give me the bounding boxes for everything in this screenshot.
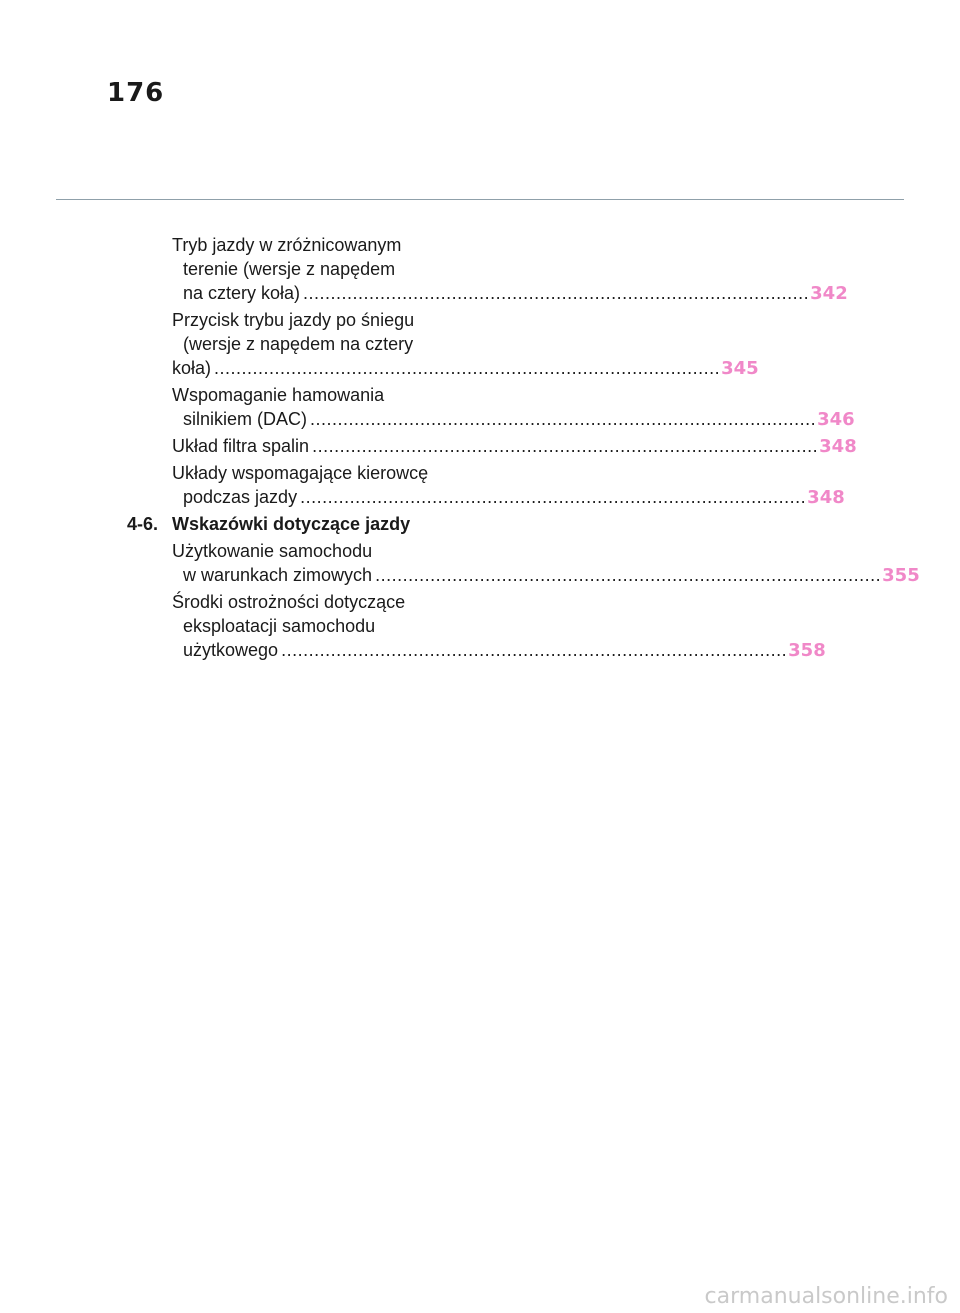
- dot-leader: ............................................................................................: [375, 565, 882, 585]
- toc-entry-text: na cztery koła): [183, 283, 301, 303]
- toc-page-link[interactable]: 346: [817, 409, 855, 430]
- toc-entry-line: Użytkowanie samochodu: [172, 541, 373, 561]
- toc-section-heading[interactable]: [127, 512, 457, 536]
- toc-page-link[interactable]: 355: [882, 565, 920, 586]
- toc-entry-last-line: [172, 407, 855, 432]
- toc-entry-last-line: [172, 281, 848, 306]
- toc-entry-line: Przycisk trybu jazdy po śniegu: [172, 310, 415, 330]
- toc-page-link[interactable]: 348: [819, 436, 857, 457]
- toc-entry-text: Układ filtra spalin: [172, 436, 310, 456]
- dot-leader: ............................................................................................: [214, 358, 721, 378]
- toc-entry-dac[interactable]: [127, 383, 855, 432]
- toc-entry-last-line: [172, 638, 826, 663]
- toc-entry-line: eksploatacji samochodu: [183, 616, 376, 636]
- table-of-contents: [127, 233, 920, 665]
- toc-entry-last-line: [172, 434, 857, 459]
- toc-entry-winter-use[interactable]: [127, 539, 920, 588]
- toc-entry-line: Układy wspomagające kierowcę: [172, 463, 429, 483]
- toc-entry-text: silnikiem (DAC): [183, 409, 308, 429]
- toc-entry-line: Tryb jazdy w zróżnicowanym: [172, 235, 402, 255]
- toc-entry-exhaust-filter[interactable]: [127, 434, 857, 459]
- toc-entry-text: podczas jazdy: [183, 487, 298, 507]
- section-number: 4-6.: [127, 514, 159, 534]
- toc-entry-last-line: [172, 485, 845, 510]
- toc-page-link[interactable]: 358: [788, 640, 826, 661]
- toc-entry-text: użytkowego: [183, 640, 279, 660]
- toc-entry-text: koła): [172, 358, 212, 378]
- dot-leader: ............................................................................................: [310, 409, 817, 429]
- toc-entry-line: Środki ostrożności dotyczące: [172, 592, 406, 612]
- page-number: 176: [107, 78, 165, 108]
- toc-entry-driving-assist[interactable]: [127, 461, 845, 510]
- toc-entry-last-line: [172, 356, 759, 381]
- dot-leader: ............................................................................................: [300, 487, 807, 507]
- toc-entry-last-line: [172, 563, 920, 588]
- toc-entry-line: terenie (wersje z napędem: [183, 259, 396, 279]
- toc-entry-utility-vehicle[interactable]: [127, 590, 826, 663]
- toc-entry-line: Wspomaganie hamowania: [172, 385, 385, 405]
- toc-entry-text: w warunkach zimowych: [183, 565, 373, 585]
- toc-page-link[interactable]: 342: [810, 283, 848, 304]
- dot-leader: ............................................................................................: [281, 640, 788, 660]
- toc-entry-terrain-mode[interactable]: [127, 233, 848, 306]
- header-divider: [56, 199, 904, 200]
- toc-entry-line: (wersje z napędem na cztery: [183, 334, 414, 354]
- toc-page-link[interactable]: 345: [721, 358, 759, 379]
- section-title: Wskazówki dotyczące jazdy: [172, 514, 411, 534]
- dot-leader: ............................................................................................: [303, 283, 810, 303]
- watermark: carmanualsonline.info: [704, 1284, 948, 1309]
- toc-page-link[interactable]: 348: [807, 487, 845, 508]
- toc-entry-snow-mode[interactable]: [127, 308, 759, 381]
- dot-leader: ............................................................................................: [312, 436, 819, 456]
